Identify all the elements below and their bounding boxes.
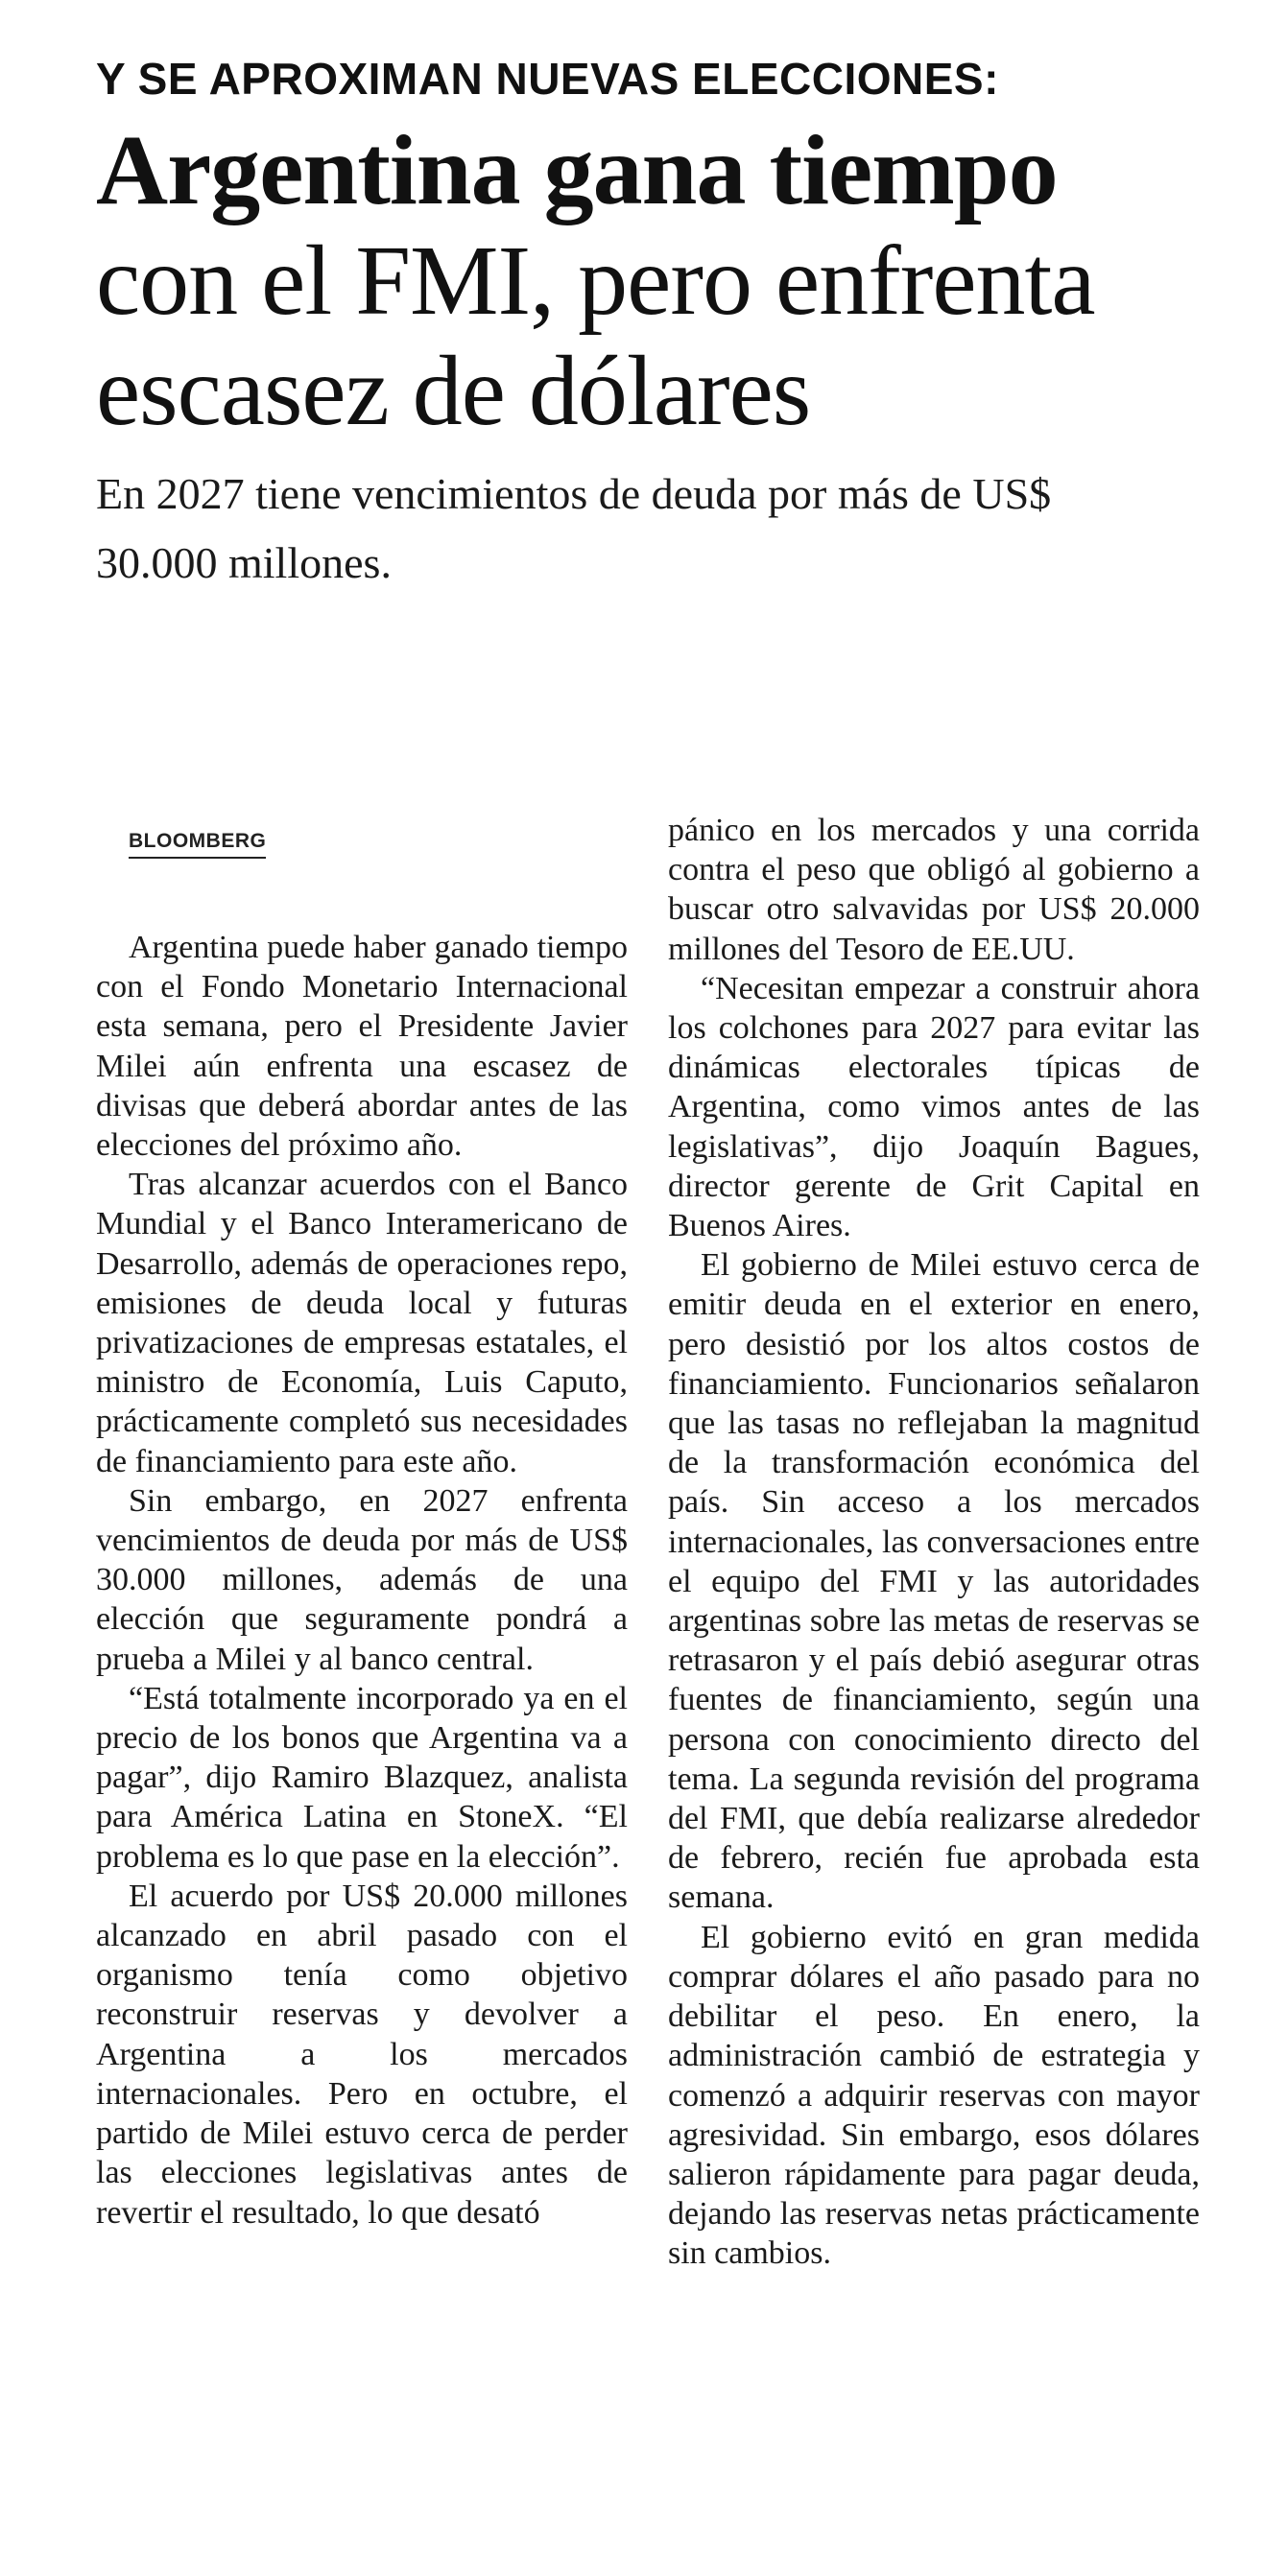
paragraph: “Necesitan empezar a construir ahora los colchones para 2027 para evitar las dinámicas electorales típicas de Argentina, como vimos antes de las legislativas”, dijo Joaquín Bagues, director gerente de Grit Capital en Buenos Aires. (668, 970, 1200, 1244)
column-left (96, 811, 628, 2274)
paragraph: “Está totalmente incorporado ya en el precio de los bonos que Argentina va a pagar”, dijo Ramiro Blazquez, analista para América Latina en StoneX. “El problema es lo que pase en la elección”. (96, 1680, 628, 1875)
paragraph: Sin embargo, en 2027 enfrenta vencimientos de deuda por más de US$ 30.000 millones, además de una elección que seguramente pondrá a prueba a Milei y al banco central. (96, 1482, 628, 1677)
headline (96, 115, 1216, 446)
paragraph: Tras alcanzar acuerdos con el Banco Mundial y el Banco Interamericano de Desarrollo, además de operaciones repo, emisiones de deuda local y futuras privatizaciones de empresas estatales, el ministro de Economía, Luis Caputo, prácticamente completó sus necesidades de financiamiento para este año. (96, 1167, 628, 1479)
headline-bold: Argentina gana tiempo (96, 115, 1058, 225)
subhead: En 2027 tiene vencimientos de deuda por más de US$ 30.000 millones. (96, 469, 1052, 587)
article-body (96, 811, 1200, 2274)
paragraph: Argentina puede haber ganado tiempo con el Fondo Monetario Internacional esta semana, pero el Presidente Javier Milei aún enfrenta una escasez de divisas que deberá abordar antes de las elecciones del próximo año. (96, 930, 628, 1164)
paragraph: El gobierno de Milei estuvo cerca de emitir deuda en el exterior en enero, pero desistió por los altos costos de financiamiento. Funcionarios señalaron que las tasas no reflejaban la magnitud de la transformación económica del país. Sin acceso a los mercados internacionales, las conversaciones entre el equipo del FMI y las autoridades argentinas sobre las metas de reservas se retrasaron y el país debió asegurar otras fuentes de financiamiento, según una persona con conocimiento directo del tema. La segunda revisión del programa del FMI, que debía realizarse alrededor de febrero, recién fue aprobada esta semana. (668, 1247, 1200, 1916)
paragraph: El gobierno evitó en gran medida comprar dólares el año pasado para no debilitar el peso. En enero, la administración cambió de estrategia y comenzó a adquirir reservas con mayor agresividad. Sin embargo, esos dólares salieron rápidamente para pagar deuda, dejando las reservas netas prácticamente sin cambios. (668, 1919, 1200, 2272)
paragraph-continued: pánico en los mercados y una corrida contra el peso que obligó al gobierno a buscar otro salvavidas por US$ 20.000 millones del Tesoro de EE.UU. (668, 813, 1200, 967)
source-byline: BLOOMBERG (129, 830, 266, 859)
kicker: Y SE APROXIMAN NUEVAS ELECCIONES: (96, 54, 999, 104)
headline-regular: con el FMI, pero enfrenta escasez de dólares (96, 225, 1095, 446)
paragraph: El acuerdo por US$ 20.000 millones alcanzado en abril pasado con el organismo tenía como objetivo reconstruir reservas y devolver a Argentina a los mercados internacionales. Pero en octubre, el partido de Milei estuvo cerca de perder las elecciones legislativas antes de revertir el resultado, lo que desató (96, 1878, 628, 2231)
column-right (668, 811, 1200, 2274)
